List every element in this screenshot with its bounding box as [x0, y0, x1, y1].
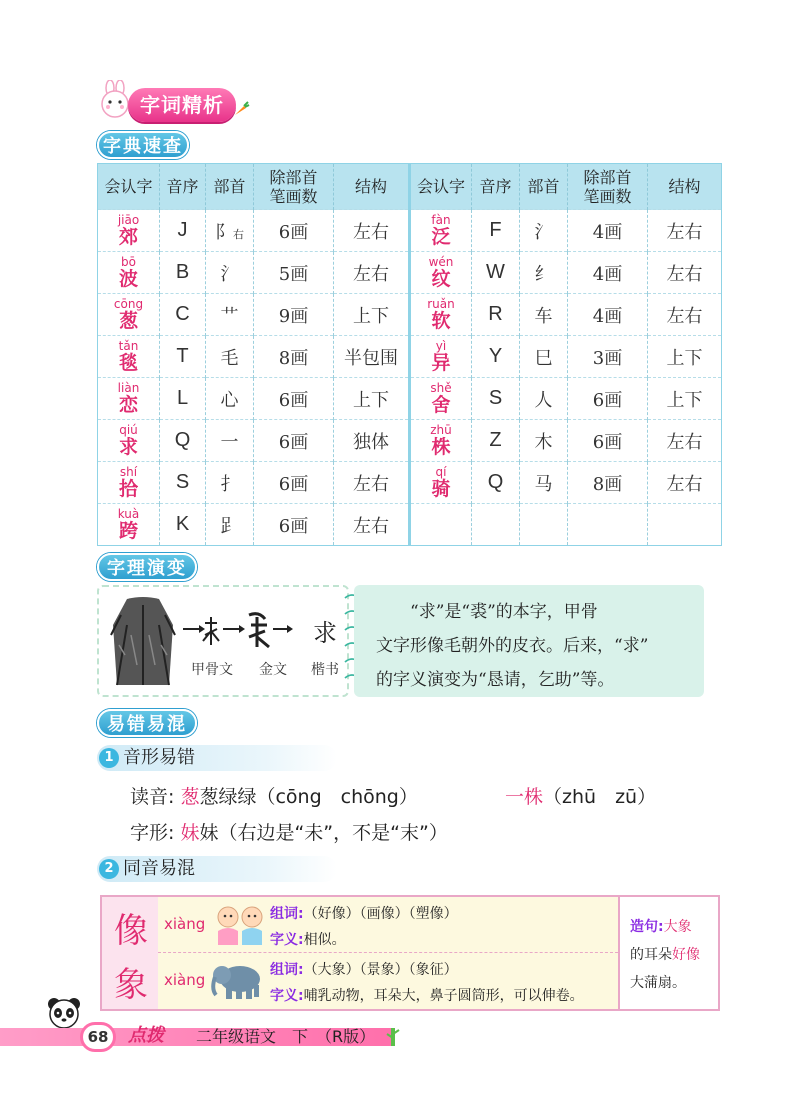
cell-structure: 左右: [334, 210, 410, 252]
cell-order: T: [160, 336, 206, 378]
cell-radical: 氵: [206, 252, 254, 294]
cell-strokes: 6画: [254, 210, 334, 252]
cell-char: bō 波: [98, 252, 160, 294]
header-char: 会认字: [410, 164, 472, 210]
char2-words: 组词:（大象）（景象）（象征）: [270, 962, 458, 978]
cell-structure: 左右: [648, 420, 722, 462]
subsection-homophone: 同音易混: [97, 856, 337, 882]
cell-structure: 左右: [648, 252, 722, 294]
cell-order: S: [472, 378, 520, 420]
table-row: [98, 336, 722, 378]
header-strokes: 除部首 笔画数: [254, 164, 334, 210]
cell-char: ruǎn 软: [410, 294, 472, 336]
cell-radical: 氵: [520, 210, 568, 252]
cell-radical: 毛: [206, 336, 254, 378]
cell-strokes: 5画: [254, 252, 334, 294]
cell-strokes: 6画: [568, 378, 648, 420]
cell-structure: 上下: [648, 336, 722, 378]
cell-order: K: [160, 504, 206, 546]
evolution-figure: [97, 585, 349, 697]
cell-strokes: 8画: [254, 336, 334, 378]
cell-structure: 独体: [334, 420, 410, 462]
fur-coat-icon: [107, 595, 179, 691]
cell-radical: 木: [520, 420, 568, 462]
brand-logo: 点拨: [128, 1025, 164, 1046]
cell-order: C: [160, 294, 206, 336]
cell-structure: 半包围: [334, 336, 410, 378]
header-structure: 结构: [648, 164, 722, 210]
evolution-text-line3: 的字义演变为“恳请，乞助”等。: [376, 670, 615, 690]
cell-empty: [472, 504, 520, 546]
cell-empty: [410, 504, 472, 546]
homophone-box: [100, 895, 720, 1011]
char1-words: 组词:（好像）（画像）（塑像）: [270, 906, 458, 922]
cell-empty: [568, 504, 648, 546]
homophone-char-1: 像: [114, 911, 148, 951]
cell-strokes: 6画: [254, 378, 334, 420]
evolution-explanation: [354, 585, 704, 697]
cell-strokes: 6画: [254, 420, 334, 462]
cell-structure: 左右: [334, 504, 410, 546]
cell-structure: 上下: [648, 378, 722, 420]
cell-strokes: 4画: [568, 252, 648, 294]
page-number: 68: [80, 1022, 116, 1052]
cell-order: B: [160, 252, 206, 294]
header-order: 音序: [160, 164, 206, 210]
table-row: [98, 210, 722, 252]
homophone-pinyin-2: xiàng: [164, 971, 206, 989]
homophone-char-2: 象: [114, 965, 148, 1005]
cell-structure: 上下: [334, 378, 410, 420]
cell-char: fàn 泛: [410, 210, 472, 252]
cell-strokes: 3画: [568, 336, 648, 378]
reading-line: 读音: 葱葱绿绿（cōng chōng）: [130, 786, 418, 808]
cell-radical: 巳: [520, 336, 568, 378]
heading-title: 字词精析: [128, 88, 236, 122]
cell-char: yì 异: [410, 336, 472, 378]
cell-structure: 左右: [334, 462, 410, 504]
cell-strokes: 6画: [254, 462, 334, 504]
cell-strokes: 6画: [254, 504, 334, 546]
cell-char: liàn 恋: [98, 378, 160, 420]
carrot-icon: [232, 100, 250, 118]
table-row: [98, 378, 722, 420]
dictionary-table: [97, 163, 722, 546]
section-evolution-title: 字理演变: [97, 553, 197, 581]
cell-char: jiāo 郊: [98, 210, 160, 252]
cell-radical: 一: [206, 420, 254, 462]
cell-order: Z: [472, 420, 520, 462]
cell-char: shí 拾: [98, 462, 160, 504]
example-sentence: 造句:大象 的耳朵好像 大蒲扇。: [618, 897, 718, 1009]
cell-radical: 扌: [206, 462, 254, 504]
cell-order: S: [160, 462, 206, 504]
evolution-form-bronze: 金文: [259, 662, 287, 678]
number-badge-2: 2: [99, 859, 119, 879]
header-order: 音序: [472, 164, 520, 210]
twin-babies-icon: [214, 903, 266, 947]
cell-radical: 心: [206, 378, 254, 420]
table-row: [98, 420, 722, 462]
table-row: [98, 252, 722, 294]
reading-highlight-char: 葱: [180, 786, 200, 808]
number-badge-1: 1: [99, 748, 119, 768]
evolution-form-oracle: 甲骨文: [191, 662, 233, 678]
cell-structure: 左右: [648, 462, 722, 504]
cell-char: qí 骑: [410, 462, 472, 504]
cell-structure: 上下: [334, 294, 410, 336]
header-char: 会认字: [98, 164, 160, 210]
cell-structure: 左右: [334, 252, 410, 294]
evolution-text-line2: 文字形像毛朝外的皮衣。后来，“求”: [376, 636, 649, 656]
cell-radical: 马: [520, 462, 568, 504]
cell-strokes: 6画: [568, 420, 648, 462]
cell-strokes: 4画: [568, 210, 648, 252]
cell-char: wén 纹: [410, 252, 472, 294]
homophone-pinyin-1: xiàng: [164, 915, 206, 933]
table-row: [98, 462, 722, 504]
reading2-highlight-char: 一株: [505, 786, 544, 808]
cell-char: tǎn 毯: [98, 336, 160, 378]
cell-order: Q: [160, 420, 206, 462]
cell-char: shě 舍: [410, 378, 472, 420]
cell-order: Q: [472, 462, 520, 504]
shape-highlight-char: 妹: [180, 822, 200, 844]
subsection-sound-shape: 音形易错: [97, 745, 337, 771]
cell-structure: 左右: [648, 210, 722, 252]
cell-order: Y: [472, 336, 520, 378]
footer-book-title: 二年级语文 下 （R版）: [196, 1027, 376, 1046]
header-radical: 部首: [520, 164, 568, 210]
cell-structure: 左右: [648, 294, 722, 336]
cell-radical: 𧾷: [206, 504, 254, 546]
section-confusion-title: 易错易混: [97, 709, 197, 737]
cell-char: zhū 株: [410, 420, 472, 462]
header-strokes: 除部首 笔画数: [568, 164, 648, 210]
char2-meaning: 字义:哺乳动物，耳朵大，鼻子圆筒形，可以伸卷。: [270, 988, 584, 1004]
cell-order: L: [160, 378, 206, 420]
evolution-form-regular: 楷书: [311, 662, 339, 678]
reading-line-2: 一株（zhū zū）: [505, 786, 657, 808]
cell-radical: 人: [520, 378, 568, 420]
cell-radical: 车: [520, 294, 568, 336]
evolution-final-char: 求: [313, 619, 337, 647]
table-row: [98, 294, 722, 336]
cell-strokes: 8画: [568, 462, 648, 504]
cell-order: R: [472, 294, 520, 336]
section-dictionary-title: 字典速查: [97, 131, 189, 159]
cell-radical: 纟: [520, 252, 568, 294]
table-row: [98, 504, 722, 546]
cell-strokes: 9画: [254, 294, 334, 336]
bamboo-icon: [385, 1026, 401, 1048]
header-structure: 结构: [334, 164, 410, 210]
homophone-divider: [158, 952, 618, 953]
shape-line: 字形: 妹妹（右边是“未”，不是“末”）: [130, 822, 448, 844]
cell-char: cōng 葱: [98, 294, 160, 336]
cell-order: W: [472, 252, 520, 294]
cell-order: F: [472, 210, 520, 252]
cell-empty: [648, 504, 722, 546]
cell-char: kuà 跨: [98, 504, 160, 546]
evolution-text-line1: “求”是“裘”的本字，甲骨: [410, 602, 598, 622]
header-radical: 部首: [206, 164, 254, 210]
cell-order: J: [160, 210, 206, 252]
cell-radical: 阝右: [206, 210, 254, 252]
table-header-row: [98, 164, 722, 210]
cell-radical: 艹: [206, 294, 254, 336]
cell-empty: [520, 504, 568, 546]
char1-meaning: 字义:相似。: [270, 932, 346, 948]
cell-strokes: 4画: [568, 294, 648, 336]
cell-char: qiú 求: [98, 420, 160, 462]
elephant-icon: [210, 959, 268, 1001]
